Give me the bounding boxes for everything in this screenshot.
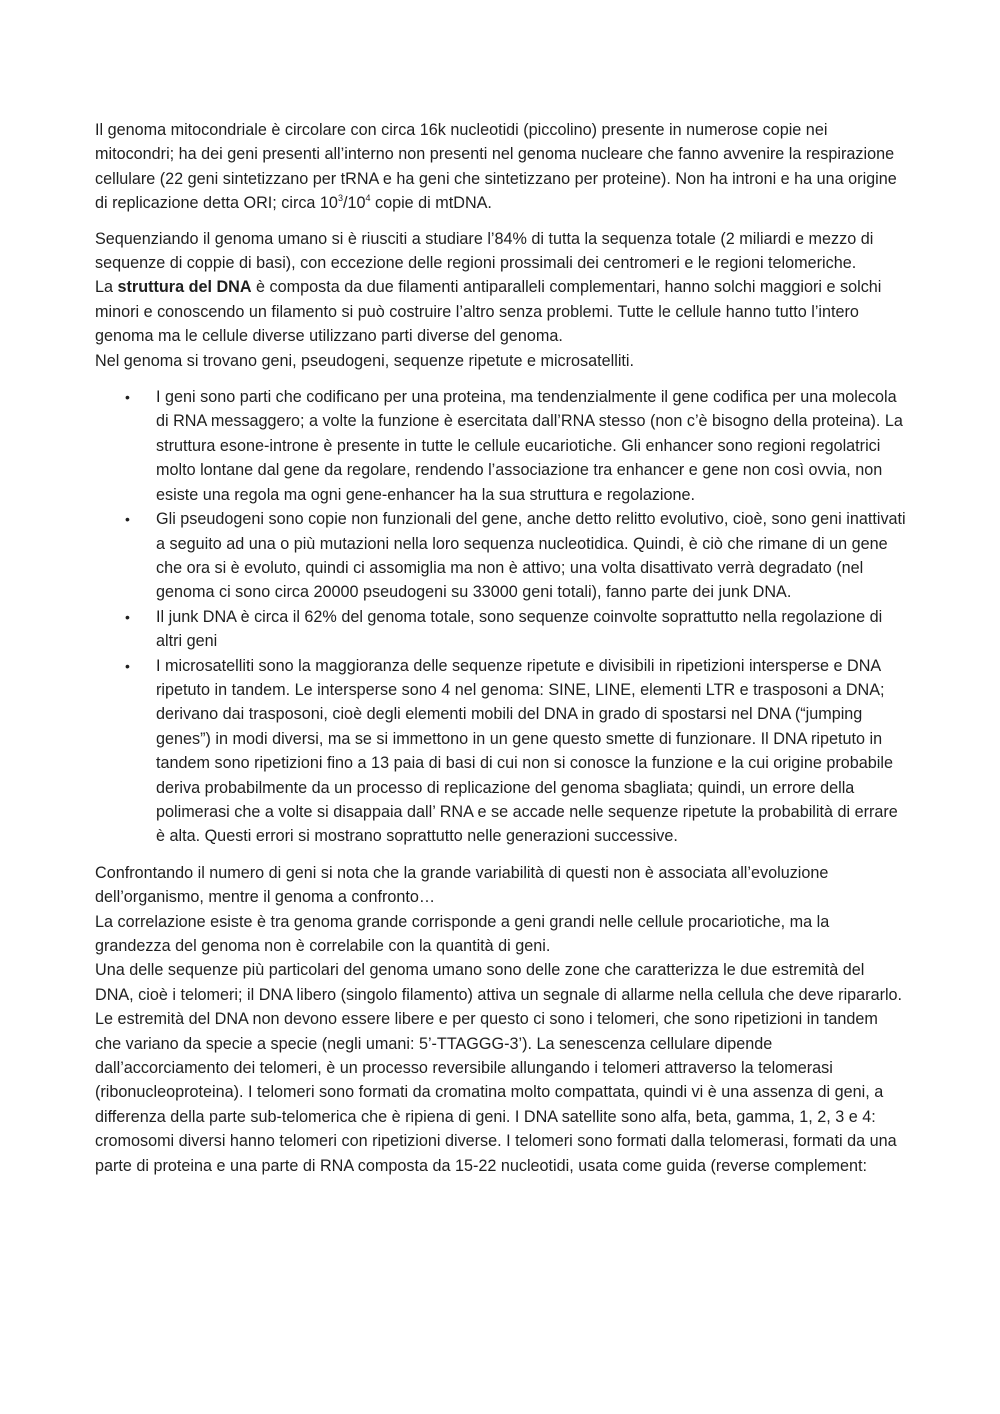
list-item xyxy=(95,507,907,605)
list-item-text: Gli pseudogeni sono copie non funzionali del gene, anche detto relitto evolutivo, cioè, sono geni inattivati a seguito ad una o più mutazioni nella loro sequenza nucleotidica. Quindi, è ciò che rimane di un gene che ora si è evoluto, quindi ci assomiglia ma non è attivo; una volta disattivato verrà degradato (nel genoma ci sono circa 20000 pseudogeni su 33000 geni totali), fanno parte dei junk DNA. xyxy=(156,510,906,602)
list-item xyxy=(95,654,907,849)
paragraph-text: è composta da due filamenti antiparalleli complementari, hanno solchi maggiori e solchi minori e conoscendo un filamento si può costruire l’altro senza problemi. Tutte le cellule hanno tutto l’intero genoma ma le cellule diverse utilizzano parti diverse del genoma. xyxy=(95,278,882,346)
document-body xyxy=(95,118,907,1178)
superscript-exponent: 4 xyxy=(365,193,371,204)
bold-term: struttura del DNA xyxy=(117,278,252,297)
paragraph-dna-structure xyxy=(95,275,907,348)
list-item-text: I geni sono parti che codificano per una proteina, ma tendenzialmente il gene codifica per una molecola di RNA messaggero; a volte la funzione è esercitata dall’RNA stesso (non c’è bisogno della proteina). La struttura esone-introne è presente in tutte le cellule eucariotiche. Gli enhancer sono regioni regolatrici molto lontane dal gene da regolare, rendendo l’associazione tra enhancer e gene non così ovvia, non esiste una regola ma ogni gene-enhancer ha la sua struttura e regolazione. xyxy=(156,388,903,504)
bullet-list xyxy=(95,385,907,849)
paragraph-mitochondrial-genome xyxy=(95,118,907,216)
list-item-text: I microsatelliti sono la maggioranza delle sequenze ripetute e divisibili in ripetizioni intersperse e DNA ripetuto in tandem. Le intersperse sono 4 nel genoma: SINE, LINE, elementi LTR e trasposoni a DNA; derivano dai trasposoni, cioè degli elementi mobili del DNA in grado di spostarsi nel DNA (“jumping genes”) in modi diversi, ma se si immettono in un gene questo smette di funzionare. Il DNA ripetuto in tandem sono ripetizioni fino a 13 paia di basi di cui non si conosce la funzione e la cui origine probabile deriva probabilmente da un processo di replicazione del genoma sbagliata; quindi, un errore della polimerasi che a volte si disappaia dall’ RNA e se accade nelle sequenze ripetute la probabilità di errare è alta. Questi errori si mostrano soprattutto nelle generazioni successive. xyxy=(156,656,898,846)
paragraph-text: /10 xyxy=(342,194,366,213)
bullet-icon: • xyxy=(125,657,130,674)
bullet-icon: • xyxy=(125,389,130,406)
paragraph-text: copie di mtDNA. xyxy=(370,194,492,213)
list-item-text: Il junk DNA è circa il 62% del genoma totale, sono sequenze coinvolte soprattutto nella regolazione di altri geni xyxy=(156,607,883,651)
paragraph-text: Il genoma mitocondriale è circolare con circa 16k nucleotidi (piccolino) presente in numerose copie nei mitocondri; ha dei geni presenti all’interno non presenti nel genoma nucleare che fanno avvenire la respirazione cellulare (22 geni sintetizzano per tRNA e ha geni che sintetizzano per proteine). Non ha introni e ha una origine di replicazione detta ORI; circa 10 xyxy=(95,121,897,213)
paragraph-genome-size-correlation: La correlazione esiste è tra genoma grande corrisponde a geni grandi nelle cellule procariotiche, ma la grandezza del genoma non è correlabile con la quantità di geni. xyxy=(95,912,830,955)
paragraph-gene-count-comparison: Confrontando il numero di geni si nota che la grande variabilità di questi non è associata all’evoluzione dell’organismo, mentre il genoma a confronto… xyxy=(95,863,829,907)
paragraph-telomeres: Una delle sequenze più particolari del genoma umano sono delle zone che caratterizza le due estremità del DNA, cioè i telomeri; il DNA libero (singolo filamento) attiva un segnale di allarme nella cellula che deve ripararlo. Le estremità del DNA non devono essere libere e per questo ci sono i telomeri, che sono ripetizioni in tandem che variano da specie a specie (negli umani: 5’-TTAGGG-3’). La senescenza cellulare dipende dall’accorciamento dei telomeri, è un processo reversibile allungando i telomeri attraverso la telomerasi (ribonucleoproteina). I telomeri sono formati da cromatina molto compattata, quindi vi è una assenza di geni, a differenza della parte sub-telomerica che è ripiena di geni. I DNA satellite sono alfa, beta, gamma, 1, 2, 3 e 4: cromosomi diversi hanno telomeri con ripetizioni diverse. I telomeri sono formati dalla telomerasi, formati da una parte di proteina e una parte di RNA composta da 15-22 nucleotidi, usata come guida (reverse complement: xyxy=(95,961,903,1175)
bullet-icon: • xyxy=(125,608,130,625)
list-item xyxy=(95,605,907,654)
superscript-exponent: 3 xyxy=(337,193,343,204)
paragraph-human-genome-sequencing: Sequenziando il genoma umano si è riusciti a studiare l’84% di tutta la sequenza totale (2 miliardi e mezzo di sequenze di coppie di basi), con eccezione delle regioni prossimali dei centromeri e le regioni telomeriche. xyxy=(95,229,874,273)
bullet-icon: • xyxy=(125,511,130,528)
paragraph-genome-contents: Nel genoma si trovano geni, pseudogeni, sequenze ripetute e microsatelliti. xyxy=(95,351,635,370)
list-item xyxy=(95,385,907,507)
paragraph-text: La xyxy=(95,278,118,297)
